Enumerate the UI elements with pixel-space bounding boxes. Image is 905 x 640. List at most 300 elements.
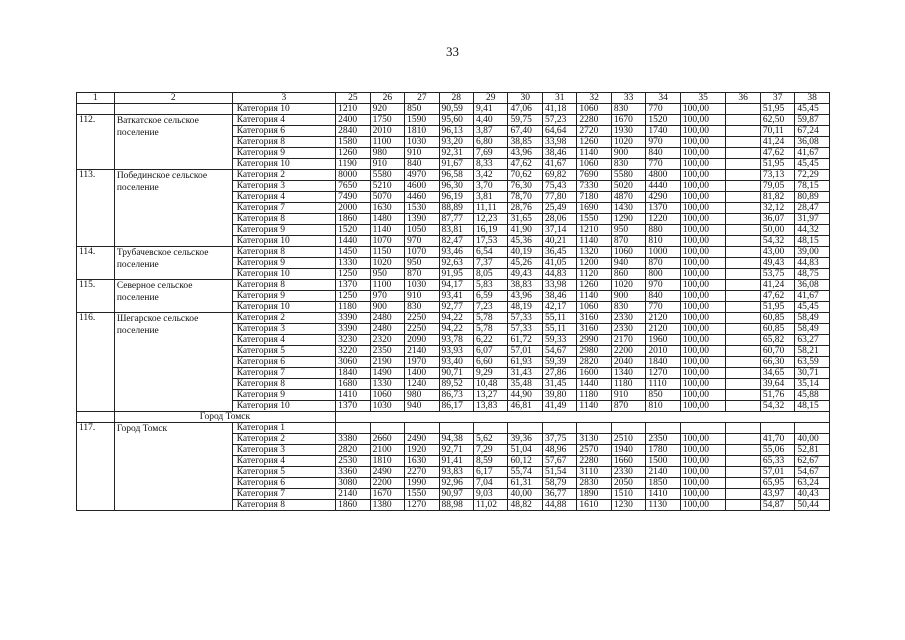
row-number: 116.	[77, 313, 115, 412]
value-cell: 93,93	[439, 346, 473, 357]
category-cell: Категория 10	[232, 269, 335, 280]
value-cell	[726, 291, 760, 302]
value-cell	[726, 115, 760, 126]
value-cell: 1020	[611, 280, 645, 291]
value-cell: 36,08	[795, 280, 830, 291]
value-cell: 1240	[405, 379, 439, 390]
value-cell: 79,05	[760, 181, 794, 192]
value-cell: 40,00	[508, 489, 542, 500]
value-cell: 100,00	[680, 478, 726, 489]
category-cell: Категория 10	[232, 302, 335, 313]
value-cell: 6,22	[474, 335, 508, 346]
value-cell: 100,00	[680, 104, 726, 115]
value-cell: 17,53	[474, 236, 508, 247]
category-cell: Категория 4	[232, 456, 335, 467]
value-cell: 59,87	[795, 115, 830, 126]
value-cell: 3220	[336, 346, 370, 357]
value-cell: 94,22	[439, 313, 473, 324]
value-cell: 93,41	[439, 291, 473, 302]
value-cell: 96,19	[439, 192, 473, 203]
value-cell	[726, 302, 760, 313]
value-cell: 100,00	[680, 313, 726, 324]
value-cell: 1060	[577, 159, 611, 170]
column-header: 28	[439, 93, 473, 104]
value-cell: 48,75	[795, 269, 830, 280]
value-cell: 1680	[336, 379, 370, 390]
value-cell: 38,46	[542, 291, 576, 302]
table-row	[77, 104, 830, 115]
value-cell: 1150	[370, 247, 404, 258]
table-row	[77, 280, 830, 291]
value-cell: 860	[611, 269, 645, 280]
value-cell: 1210	[577, 225, 611, 236]
value-cell: 100,00	[680, 390, 726, 401]
category-cell: Категория 2	[232, 313, 335, 324]
value-cell: 63,27	[795, 335, 830, 346]
value-cell: 1750	[370, 115, 404, 126]
value-cell	[726, 170, 760, 181]
value-cell: 61,31	[508, 478, 542, 489]
value-cell	[726, 390, 760, 401]
value-cell: 100,00	[680, 445, 726, 456]
category-cell: Категория 8	[232, 137, 335, 148]
value-cell: 980	[405, 390, 439, 401]
value-cell: 1670	[370, 489, 404, 500]
column-header: 33	[611, 93, 645, 104]
value-cell: 1030	[370, 401, 404, 412]
value-cell: 100,00	[680, 236, 726, 247]
value-cell: 44,83	[542, 269, 576, 280]
value-cell: 840	[405, 159, 439, 170]
value-cell: 67,40	[508, 126, 542, 137]
value-cell: 1520	[336, 225, 370, 236]
table-row	[77, 115, 830, 126]
value-cell	[726, 280, 760, 291]
row-number: 117.	[77, 423, 115, 511]
category-cell: Категория 5	[232, 346, 335, 357]
value-cell	[726, 104, 760, 115]
value-cell: 100,00	[680, 291, 726, 302]
value-cell: 1140	[577, 401, 611, 412]
row-number: 113.	[77, 170, 115, 247]
value-cell: 2330	[611, 467, 645, 478]
category-cell: Категория 9	[232, 225, 335, 236]
value-cell: 1530	[405, 203, 439, 214]
value-cell: 3110	[577, 467, 611, 478]
value-cell	[439, 423, 473, 434]
column-header: 34	[646, 93, 680, 104]
category-cell: Категория 7	[232, 203, 335, 214]
value-cell: 950	[611, 225, 645, 236]
value-cell: 1590	[405, 115, 439, 126]
value-cell: 32,12	[760, 203, 794, 214]
value-cell: 2330	[611, 313, 645, 324]
value-cell: 44,83	[795, 258, 830, 269]
value-cell: 830	[611, 104, 645, 115]
value-cell: 2250	[405, 324, 439, 335]
value-cell: 6,54	[474, 247, 508, 258]
category-cell: Категория 1	[232, 423, 335, 434]
value-cell: 89,52	[439, 379, 473, 390]
value-cell: 1810	[405, 126, 439, 137]
value-cell: 1220	[646, 214, 680, 225]
column-header: 36	[726, 93, 760, 104]
value-cell	[680, 423, 726, 434]
value-cell: 2840	[336, 126, 370, 137]
category-cell: Категория 2	[232, 434, 335, 445]
value-cell: 57,23	[542, 115, 576, 126]
value-cell: 83,81	[439, 225, 473, 236]
value-cell: 100,00	[680, 214, 726, 225]
value-cell: 39,00	[795, 247, 830, 258]
value-cell: 91,95	[439, 269, 473, 280]
value-cell: 2050	[611, 478, 645, 489]
category-cell: Категория 4	[232, 115, 335, 126]
value-cell: 1430	[611, 203, 645, 214]
category-cell: Категория 6	[232, 126, 335, 137]
value-cell: 57,33	[508, 313, 542, 324]
value-cell: 100,00	[680, 500, 726, 511]
value-cell: 1330	[336, 258, 370, 269]
value-cell: 51,04	[508, 445, 542, 456]
value-cell	[405, 423, 439, 434]
value-cell: 1030	[405, 137, 439, 148]
value-cell: 1330	[370, 379, 404, 390]
value-cell: 10,48	[474, 379, 508, 390]
value-cell: 3,70	[474, 181, 508, 192]
value-cell: 5210	[370, 181, 404, 192]
value-cell: 1510	[611, 489, 645, 500]
value-cell: 1110	[646, 379, 680, 390]
value-cell: 950	[405, 258, 439, 269]
column-header: 26	[370, 93, 404, 104]
value-cell: 3360	[336, 467, 370, 478]
value-cell: 40,00	[795, 434, 830, 445]
value-cell: 58,49	[795, 313, 830, 324]
value-cell: 37,75	[542, 434, 576, 445]
value-cell: 1520	[646, 115, 680, 126]
value-cell: 12,23	[474, 214, 508, 225]
value-cell: 38,83	[508, 280, 542, 291]
value-cell: 82,47	[439, 236, 473, 247]
value-cell	[474, 423, 508, 434]
value-cell: 5070	[370, 192, 404, 203]
value-cell: 1580	[336, 137, 370, 148]
value-cell: 9,29	[474, 368, 508, 379]
value-cell: 1840	[646, 357, 680, 368]
value-cell: 940	[611, 258, 645, 269]
value-cell: 1260	[577, 137, 611, 148]
column-header: 35	[680, 93, 726, 104]
value-cell: 60,85	[760, 313, 794, 324]
value-cell: 39,64	[760, 379, 794, 390]
value-cell: 13,83	[474, 401, 508, 412]
value-cell: 51,95	[760, 104, 794, 115]
value-cell: 1410	[646, 489, 680, 500]
value-cell: 55,11	[542, 313, 576, 324]
value-cell: 870	[611, 236, 645, 247]
value-cell: 1100	[370, 137, 404, 148]
settlement-name: Трубачевское сельское поселение	[114, 247, 232, 280]
value-cell: 1060	[370, 390, 404, 401]
column-header: 2	[114, 93, 232, 104]
value-cell: 73,13	[760, 170, 794, 181]
category-cell: Категория 9	[232, 390, 335, 401]
value-cell: 52,81	[795, 445, 830, 456]
value-cell: 1270	[646, 368, 680, 379]
value-cell	[542, 423, 576, 434]
value-cell: 100,00	[680, 115, 726, 126]
value-cell: 7,04	[474, 478, 508, 489]
value-cell: 33,98	[542, 280, 576, 291]
value-cell: 2000	[336, 203, 370, 214]
value-cell: 78,15	[795, 181, 830, 192]
value-cell	[726, 324, 760, 335]
value-cell: 1990	[405, 478, 439, 489]
value-cell: 100,00	[680, 335, 726, 346]
value-cell: 1630	[370, 203, 404, 214]
category-cell: Категория 5	[232, 467, 335, 478]
value-cell: 1060	[611, 247, 645, 258]
value-cell: 54,87	[760, 500, 794, 511]
value-cell: 4440	[646, 181, 680, 192]
value-cell: 54,32	[760, 401, 794, 412]
value-cell: 5,62	[474, 434, 508, 445]
value-cell: 2200	[370, 478, 404, 489]
value-cell: 100,00	[680, 170, 726, 181]
value-cell: 92,96	[439, 478, 473, 489]
column-header: 38	[795, 93, 830, 104]
value-cell: 2570	[577, 445, 611, 456]
value-cell: 11,02	[474, 500, 508, 511]
value-cell: 100,00	[680, 467, 726, 478]
value-cell: 41,67	[795, 148, 830, 159]
value-cell: 28,47	[795, 203, 830, 214]
category-cell: Категория 8	[232, 214, 335, 225]
value-cell: 66,30	[760, 357, 794, 368]
category-cell: Категория 8	[232, 500, 335, 511]
value-cell: 1380	[370, 500, 404, 511]
value-cell: 44,90	[508, 390, 542, 401]
table-body-villages	[77, 93, 830, 412]
value-cell: 7,69	[474, 148, 508, 159]
category-cell: Категория 8	[232, 280, 335, 291]
value-cell: 1890	[577, 489, 611, 500]
value-cell: 2530	[336, 456, 370, 467]
value-cell: 1440	[577, 379, 611, 390]
value-cell: 1320	[577, 247, 611, 258]
value-cell: 42,17	[542, 302, 576, 313]
value-cell: 850	[646, 390, 680, 401]
value-cell: 3390	[336, 313, 370, 324]
value-cell: 2140	[405, 346, 439, 357]
value-cell: 51,54	[542, 467, 576, 478]
value-cell: 2320	[370, 335, 404, 346]
value-cell	[646, 423, 680, 434]
value-cell: 45,26	[508, 258, 542, 269]
value-cell: 1050	[405, 225, 439, 236]
value-cell: 47,62	[760, 148, 794, 159]
value-cell: 980	[370, 148, 404, 159]
value-cell: 100,00	[680, 126, 726, 137]
value-cell: 1060	[577, 302, 611, 313]
value-cell: 1960	[646, 335, 680, 346]
value-cell: 1030	[405, 280, 439, 291]
value-cell: 3130	[577, 434, 611, 445]
value-cell: 1690	[577, 203, 611, 214]
value-cell: 770	[646, 302, 680, 313]
settlement-name: Шегарское сельское поселение	[114, 313, 232, 412]
value-cell: 43,00	[760, 247, 794, 258]
value-cell	[726, 478, 760, 489]
value-cell: 2720	[577, 126, 611, 137]
value-cell	[760, 423, 794, 434]
value-cell: 7,23	[474, 302, 508, 313]
value-cell: 43,96	[508, 291, 542, 302]
value-cell: 100,00	[680, 181, 726, 192]
value-cell: 5,83	[474, 280, 508, 291]
value-cell: 51,95	[760, 302, 794, 313]
value-cell	[726, 192, 760, 203]
category-cell: Категория 4	[232, 192, 335, 203]
value-cell: 2170	[611, 335, 645, 346]
value-cell: 46,81	[508, 401, 542, 412]
value-cell: 28,06	[542, 214, 576, 225]
value-cell: 1970	[405, 357, 439, 368]
value-cell: 75,43	[542, 181, 576, 192]
category-cell: Категория 8	[232, 379, 335, 390]
value-cell: 88,89	[439, 203, 473, 214]
value-cell: 80,89	[795, 192, 830, 203]
value-cell: 48,15	[795, 401, 830, 412]
column-header: 31	[542, 93, 576, 104]
value-cell: 1840	[336, 368, 370, 379]
value-cell: 28,76	[508, 203, 542, 214]
value-cell: 770	[646, 159, 680, 170]
category-cell: Категория 10	[232, 159, 335, 170]
settlement-name: Северное сельское поселение	[114, 280, 232, 313]
value-cell: 55,11	[542, 324, 576, 335]
value-cell: 970	[646, 280, 680, 291]
value-cell: 1370	[646, 203, 680, 214]
value-cell: 41,18	[542, 104, 576, 115]
value-cell: 2120	[646, 324, 680, 335]
value-cell: 4600	[405, 181, 439, 192]
value-cell: 7330	[577, 181, 611, 192]
value-cell: 1610	[577, 500, 611, 511]
value-cell: 48,19	[508, 302, 542, 313]
value-cell	[726, 456, 760, 467]
value-cell: 2010	[370, 126, 404, 137]
value-cell: 910	[405, 148, 439, 159]
value-cell: 45,88	[795, 390, 830, 401]
value-cell: 900	[611, 148, 645, 159]
value-cell: 37,14	[542, 225, 576, 236]
value-cell: 7690	[577, 170, 611, 181]
value-cell	[726, 335, 760, 346]
column-header: 1	[77, 93, 115, 104]
value-cell: 9,03	[474, 489, 508, 500]
value-cell: 61,72	[508, 335, 542, 346]
value-cell	[726, 379, 760, 390]
value-cell: 910	[611, 390, 645, 401]
value-cell	[726, 313, 760, 324]
value-cell: 2120	[646, 313, 680, 324]
value-cell: 45,45	[795, 159, 830, 170]
value-cell	[336, 423, 370, 434]
value-cell: 870	[405, 269, 439, 280]
value-cell	[726, 368, 760, 379]
value-cell: 1000	[646, 247, 680, 258]
value-cell: 76,30	[508, 181, 542, 192]
value-cell: 39,36	[508, 434, 542, 445]
page-number: 33	[446, 44, 459, 59]
value-cell: 93,46	[439, 247, 473, 258]
value-cell	[611, 423, 645, 434]
value-cell	[726, 269, 760, 280]
value-cell: 95,60	[439, 115, 473, 126]
value-cell: 1810	[370, 456, 404, 467]
value-cell: 100,00	[680, 401, 726, 412]
value-cell: 70,62	[508, 170, 542, 181]
value-cell: 45,45	[795, 302, 830, 313]
value-cell: 2250	[405, 313, 439, 324]
value-cell: 810	[646, 401, 680, 412]
value-cell: 100,00	[680, 368, 726, 379]
value-cell: 1490	[370, 368, 404, 379]
row-number: 114.	[77, 247, 115, 280]
value-cell: 1250	[336, 291, 370, 302]
value-cell: 7,37	[474, 258, 508, 269]
value-cell: 45,45	[795, 104, 830, 115]
value-cell: 41,67	[542, 159, 576, 170]
value-cell: 8,05	[474, 269, 508, 280]
value-cell: 30,71	[795, 368, 830, 379]
value-cell	[726, 214, 760, 225]
category-cell: Категория 6	[232, 478, 335, 489]
value-cell: 2510	[611, 434, 645, 445]
value-cell: 57,67	[542, 456, 576, 467]
value-cell: 36,77	[542, 489, 576, 500]
value-cell: 90,97	[439, 489, 473, 500]
value-cell: 1550	[405, 489, 439, 500]
value-cell	[726, 357, 760, 368]
value-cell: 2330	[611, 324, 645, 335]
value-cell: 64,64	[542, 126, 576, 137]
value-cell: 92,77	[439, 302, 473, 313]
value-cell: 1100	[370, 280, 404, 291]
value-cell: 900	[611, 291, 645, 302]
value-cell	[370, 423, 404, 434]
value-cell: 50,44	[795, 500, 830, 511]
value-cell: 5580	[611, 170, 645, 181]
table-row	[77, 313, 830, 324]
value-cell: 1500	[646, 456, 680, 467]
value-cell: 870	[646, 258, 680, 269]
value-cell	[726, 148, 760, 159]
value-cell: 880	[646, 225, 680, 236]
value-cell: 6,17	[474, 467, 508, 478]
value-cell: 970	[646, 137, 680, 148]
value-cell: 92,63	[439, 258, 473, 269]
settlement-name: Город Томск	[114, 423, 232, 511]
value-cell: 59,33	[542, 335, 576, 346]
value-cell: 2820	[336, 445, 370, 456]
value-cell: 3160	[577, 324, 611, 335]
value-cell: 1070	[405, 247, 439, 258]
value-cell: 1600	[577, 368, 611, 379]
value-cell: 5020	[611, 181, 645, 192]
